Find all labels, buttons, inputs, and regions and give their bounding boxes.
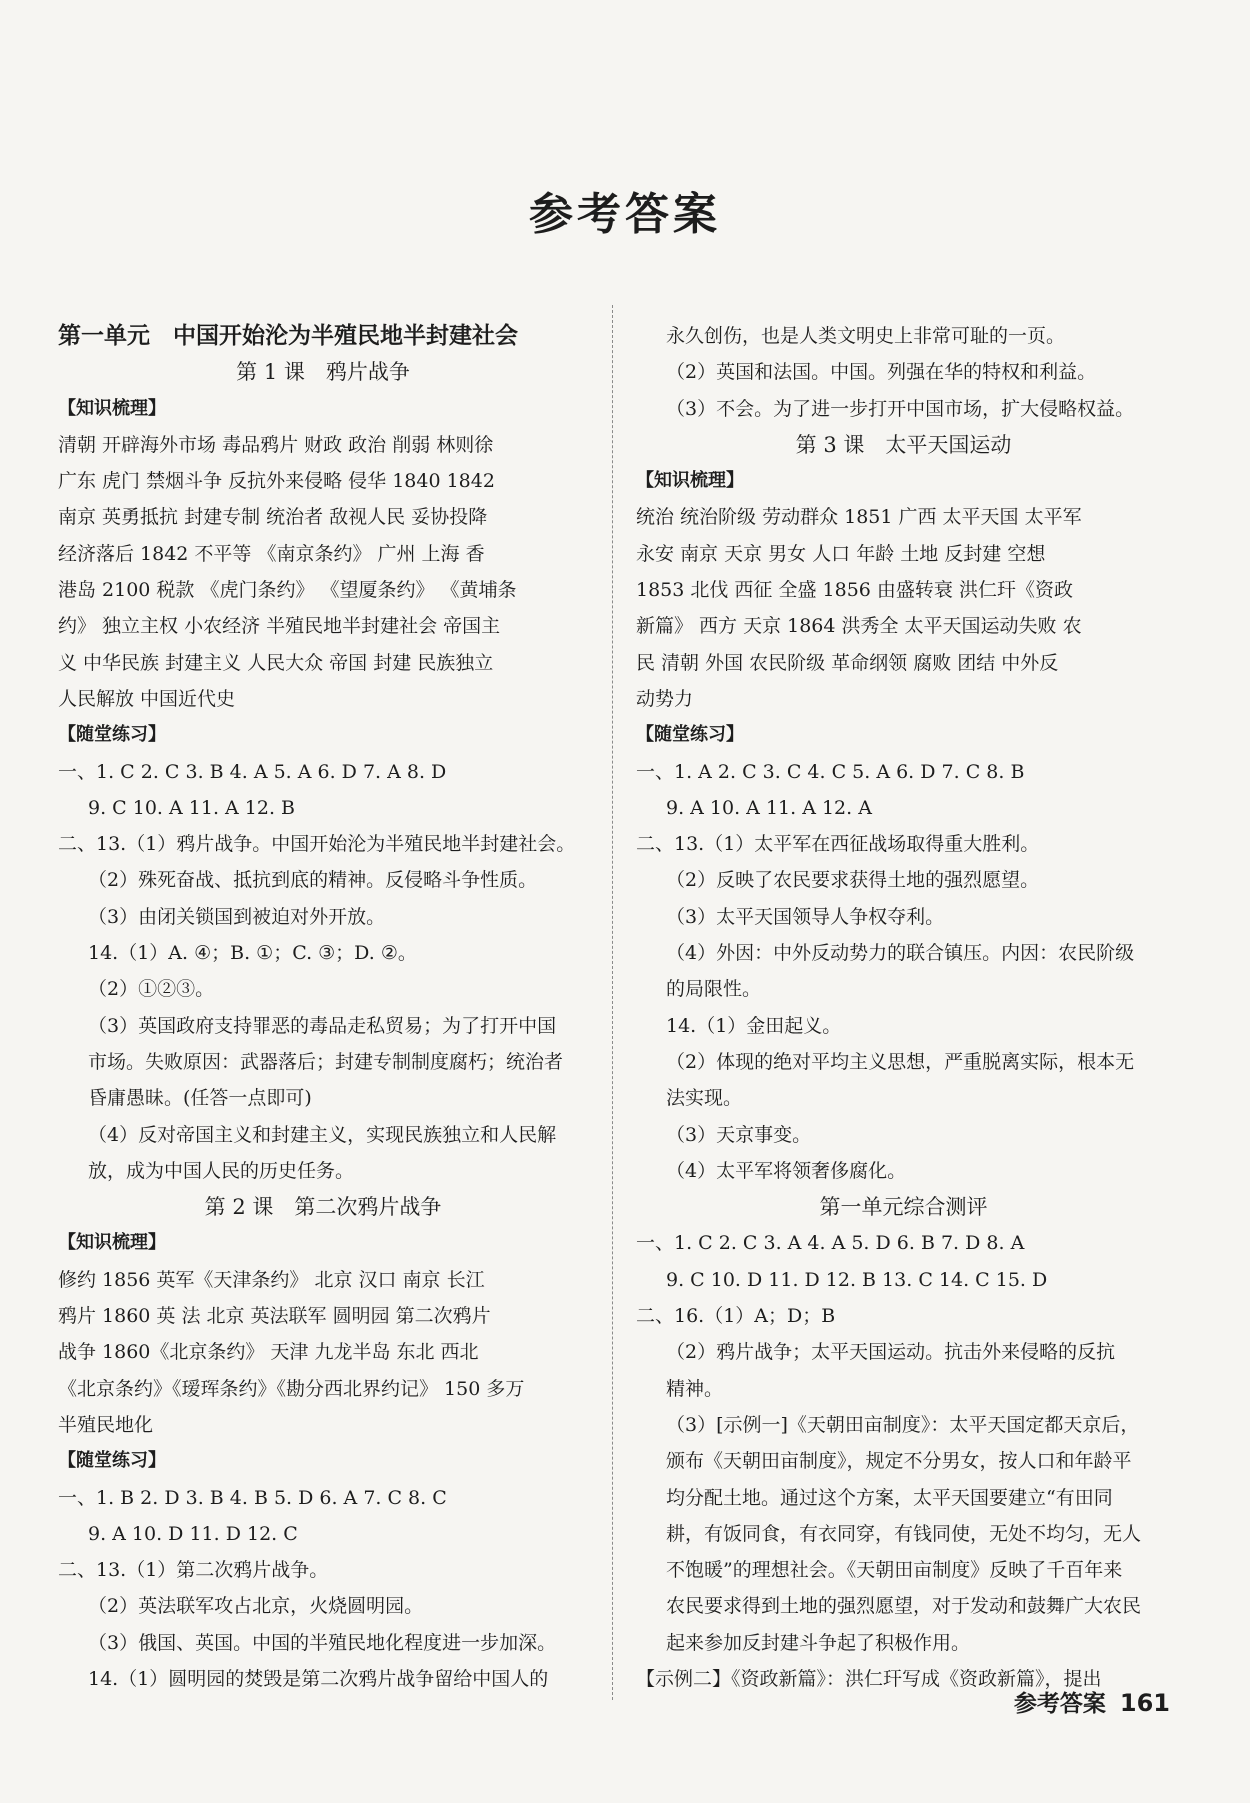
answer-line: 一、1. C 2. C 3. A 4. A 5. D 6. B 7. D 8. A: [636, 1232, 1025, 1255]
knowledge-line: 港岛 2100 税款 《虎门条约》 《望厦条约》 《黄埔条: [58, 579, 517, 602]
answer-line: 14.（1）圆明园的焚毁是第二次鸦片战争留给中国人的: [88, 1667, 549, 1690]
knowledge-line: 约》 独立主权 小农经济 半殖民地半封建社会 帝国主: [58, 615, 501, 638]
answer-line: （2）体现的绝对平均主义思想，严重脱离实际，根本无: [666, 1050, 1135, 1073]
knowledge-line: 动势力: [636, 687, 694, 710]
lesson2-title: 第 2 课 第二次鸦片战争: [204, 1195, 442, 1220]
answer-line: （4）外因：中外反动势力的联合镇压。内因：农民阶级: [666, 942, 1135, 965]
answer-line: 起来参加反封建斗争起了积极作用。: [666, 1631, 971, 1654]
answer-line: 颁布《天朝田亩制度》，规定不分男女，按人口和年龄平: [666, 1450, 1132, 1473]
practice-label: 【随堂练习】: [636, 724, 744, 746]
lesson1-title: 第 1 课 鸦片战争: [236, 360, 410, 385]
lesson3-title: 第 3 课 太平天国运动: [795, 432, 1012, 457]
answer-line: 14.（1）A. ④；B. ①；C. ③；D. ②。: [88, 942, 417, 965]
answer-line: 一、1. C 2. C 3. B 4. A 5. A 6. D 7. A 8. D: [58, 760, 447, 783]
answer-line: （2）鸦片战争；太平天国运动。抗击外来侵略的反抗: [666, 1341, 1116, 1364]
unit-title: 第一单元 中国开始沦为半殖民地半封建社会: [58, 323, 518, 349]
answer-line: 不饱暖”的理想社会。《天朝田亩制度》反映了千百年来: [666, 1559, 1123, 1582]
page-number: 161: [1119, 1689, 1170, 1717]
practice-label: 【随堂练习】: [58, 724, 166, 746]
page-footer: [1014, 1685, 1170, 1718]
answer-line: 精神。: [666, 1377, 724, 1400]
answer-line: 【示例二】《资政新篇》：洪仁玕写成《资政新篇》，提出: [636, 1667, 1102, 1690]
knowledge-line: 清朝 开辟海外市场 毒品鸦片 财政 政治 削弱 林则徐: [58, 433, 494, 456]
knowledge-line: 永安 南京 天京 男女 人口 年龄 土地 反封建 空想: [636, 542, 1046, 565]
answer-line: 二、16.（1）A；D；B: [636, 1305, 836, 1328]
answer-line: 放，成为中国人民的历史任务。: [88, 1159, 355, 1182]
knowledge-line: 半殖民地化: [58, 1413, 154, 1436]
answer-line: 二、13.（1）鸦片战争。中国开始沦为半殖民地半封建社会。: [58, 833, 576, 856]
left-column: [58, 318, 588, 1697]
answer-line: （2）反映了农民要求获得土地的强烈愿望。: [666, 869, 1040, 892]
answer-line: 昏庸愚昧。(任答一点即可): [88, 1087, 312, 1110]
answer-line: （4）太平军将领奢侈腐化。: [666, 1159, 907, 1182]
knowledge-line: 义 中华民族 封建主义 人民大众 帝国 封建 民族独立: [58, 651, 494, 674]
answer-line: 一、1. A 2. C 3. C 4. C 5. A 6. D 7. C 8. B: [636, 760, 1025, 783]
answer-line: （2）①②③。: [88, 978, 215, 1001]
answer-line: （3）太平天国领导人争权夺利。: [666, 905, 945, 928]
answer-line: （3）俄国、英国。中国的半殖民地化程度进一步加深。: [88, 1631, 557, 1654]
answer-line: （2）英国和法国。中国。列强在华的特权和利益。: [666, 361, 1097, 384]
answer-line: 9. A 10. D 11. D 12. C: [88, 1522, 298, 1545]
right-column: [636, 318, 1171, 1697]
answer-line: 法实现。: [666, 1087, 743, 1110]
page-title: 参考答案: [529, 189, 721, 240]
answer-line: 农民要求得到土地的强烈愿望，对于发动和鼓舞广大农民: [666, 1595, 1142, 1618]
answer-line: （2）殊死奋战、抵抗到底的精神。反侵略斗争性质。: [88, 869, 538, 892]
knowledge-label: 【知识梳理】: [58, 397, 166, 419]
knowledge-line: 民 清朝 外国 农民阶级 革命纲领 腐败 团结 中外反: [636, 651, 1059, 674]
knowledge-line: 鸦片 1860 英 法 北京 英法联军 圆明园 第二次鸦片: [58, 1305, 491, 1328]
answer-line: （3）由闭关锁国到被迫对外开放。: [88, 905, 386, 928]
answer-line: 耕，有饭同食，有衣同穿，有钱同使，无处不均匀，无人: [666, 1522, 1142, 1545]
answer-line: 二、13.（1）太平军在西征战场取得重大胜利。: [636, 833, 1040, 856]
answer-line: 均分配土地。通过这个方案，太平天国要建立“有田同: [666, 1486, 1113, 1509]
knowledge-line: 经济落后 1842 不平等 《南京条约》 广州 上海 香: [58, 542, 485, 565]
answer-line: （3）[示例一]《天朝田亩制度》：太平天国定都天京后，: [666, 1413, 1140, 1436]
knowledge-line: 南京 英勇抵抗 封建专制 统治者 敌视人民 妥协投降: [58, 506, 488, 529]
footer-label: 参考答案: [1013, 1691, 1106, 1717]
knowledge-line: 统治 统治阶级 劳动群众 1851 广西 太平天国 太平军: [636, 506, 1082, 529]
knowledge-line: 人民解放 中国近代史: [58, 687, 236, 710]
answer-line: 9. C 10. D 11. D 12. B 13. C 14. C 15. D: [666, 1268, 1048, 1291]
knowledge-label: 【知识梳理】: [58, 1232, 166, 1254]
answer-line: （3）不会。为了进一步打开中国市场，扩大侵略权益。: [666, 397, 1135, 420]
answer-line: 14.（1）金田起义。: [666, 1014, 842, 1037]
answer-line: （3）英国政府支持罪恶的毒品走私贸易；为了打开中国: [88, 1014, 557, 1037]
practice-label: 【随堂练习】: [58, 1450, 166, 1472]
unit-test-title: 第一单元综合测评: [819, 1195, 988, 1220]
knowledge-label: 【知识梳理】: [636, 470, 744, 492]
answer-line: 永久创伤，也是人类文明史上非常可耻的一页。: [666, 325, 1066, 347]
knowledge-line: 战争 1860《北京条约》 天津 九龙半岛 东北 西北: [58, 1341, 479, 1364]
answer-line: 一、1. B 2. D 3. B 4. B 5. D 6. A 7. C 8. C: [58, 1486, 447, 1509]
answer-line: 9. C 10. A 11. A 12. B: [88, 796, 295, 819]
knowledge-line: 《北京条约》《瑷珲条约》《勘分西北界约记》 150 多万: [58, 1377, 525, 1400]
knowledge-line: 新篇》 西方 天京 1864 洪秀全 太平天国运动失败 农: [636, 615, 1082, 638]
knowledge-line: 广东 虎门 禁烟斗争 反抗外来侵略 侵华 1840 1842: [58, 470, 495, 493]
answer-line: 市场。失败原因：武器落后；封建专制制度腐朽；统治者: [88, 1050, 564, 1073]
answer-line: 9. A 10. A 11. A 12. A: [666, 796, 872, 819]
knowledge-line: 1853 北伐 西征 全盛 1856 由盛转衰 洪仁玕《资政: [636, 579, 1073, 602]
column-divider: [612, 305, 613, 1700]
knowledge-line: 修约 1856 英军《天津条约》 北京 汉口 南京 长江: [58, 1268, 485, 1291]
answer-line: 二、13.（1）第二次鸦片战争。: [58, 1559, 329, 1582]
answer-line: 的局限性。: [666, 978, 762, 1001]
answer-line: （3）天京事变。: [666, 1123, 812, 1146]
answer-line: （4）反对帝国主义和封建主义，实现民族独立和人民解: [88, 1123, 557, 1146]
answer-line: （2）英法联军攻占北京，火烧圆明园。: [88, 1595, 424, 1618]
